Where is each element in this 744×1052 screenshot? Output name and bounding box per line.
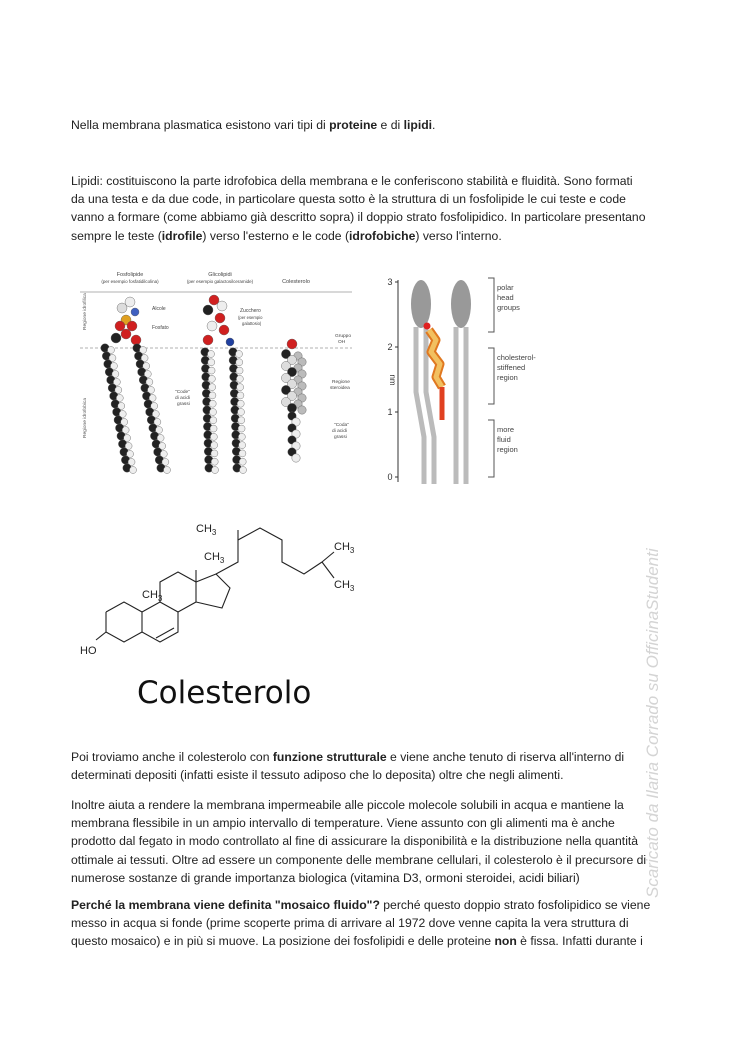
tick-2: 2	[387, 342, 393, 352]
atom	[238, 409, 245, 416]
ch3-mid-sub: 3	[219, 556, 225, 565]
fig1-steroid2: steroidea	[330, 386, 350, 391]
polar-head-1	[411, 280, 431, 328]
fig1-fosfato: Fosfato	[152, 325, 169, 331]
chol-line-2: determinati depositi (infatti esiste il tessuto adiposo che lo deposita) oltre che negli alimenti.	[71, 768, 564, 783]
fig1-code2: di acidi	[175, 396, 190, 401]
atom	[238, 433, 245, 440]
atom	[217, 301, 227, 311]
fig1-alcole: Alcole	[152, 306, 166, 312]
intro-text: Nella membrana plasmatica esistono vari tipi di	[71, 118, 330, 132]
fig1-zucchero-sub2: galattosio)	[242, 321, 262, 326]
lipidi-line-3: vanno a formare (come abbiamo già descritto sopra) il doppio strato fosfolipidico. In particolare presentano	[71, 210, 646, 225]
atom	[240, 467, 247, 474]
atom	[236, 351, 243, 358]
atom	[210, 417, 217, 424]
bold-mosaico: Perché la membrana viene definita "mosaico fluido"?	[71, 898, 380, 912]
label-groups: groups	[497, 303, 520, 312]
atom	[209, 400, 216, 407]
bold-idrofobiche: idrofobiche	[349, 228, 416, 243]
fig1-gruppo: Gruppo	[335, 334, 351, 339]
intro-text-end: .	[432, 118, 436, 132]
mos-line3-pre: questo mosaico) e in più si muove. La posizione dei fosfolipidi e delle proteine	[71, 934, 495, 949]
atom	[226, 338, 234, 346]
ch3-top	[196, 523, 217, 537]
imp-line-1: Inoltre aiuta a rendere la membrana impermeabile alle piccole molecole solubili in acqua e mantiene la	[71, 798, 624, 812]
ch3-mid-text: CH	[204, 551, 220, 563]
atom	[287, 339, 297, 349]
bold-idrofile: idrofile	[161, 228, 203, 243]
mos-line1-post: perché questo doppio strato fosfolipidico se viene	[379, 898, 651, 912]
fig1-oh: OH	[338, 340, 346, 345]
atom	[237, 384, 244, 391]
mos-line-2: messo in acqua si fonde (prime scoperte prima di arrivare al 1972 dove venne capita la vera struttura di	[71, 916, 629, 931]
ch3-r2-sub: 3	[349, 584, 355, 593]
label-more: more	[497, 425, 515, 434]
atom	[236, 375, 243, 382]
ho-group: HO	[80, 645, 97, 657]
mos-line-1	[71, 896, 675, 914]
atom	[209, 392, 216, 399]
atom	[211, 450, 218, 457]
fig1-coda3: grassi	[334, 435, 347, 440]
lipidi-line-1: Lipidi: costituiscono la parte idrofobica della membrana e le conferiscono stabilità e fluidità. Sono formati	[71, 174, 633, 188]
atom	[287, 403, 296, 412]
line4-pre: sempre le teste (	[71, 228, 162, 243]
atom	[208, 367, 215, 374]
mos-line-3	[71, 932, 675, 950]
impermeabile-paragraph	[71, 796, 675, 887]
fig1-coda2: di acidi	[332, 429, 347, 434]
atom	[211, 458, 218, 465]
lipid-models-figure	[80, 268, 352, 478]
cholesterol-oh	[424, 323, 431, 330]
fig1-col1-title: Fosfolipide	[116, 272, 144, 278]
atom	[210, 425, 217, 432]
mosaico-paragraph	[71, 896, 675, 951]
line4-post: ) verso l'interno.	[415, 228, 502, 243]
ch3-r1-sub: 3	[349, 546, 355, 555]
axis-unit: nm	[388, 374, 397, 386]
cholesterol-structure	[76, 512, 366, 662]
ch3-r2-text: CH	[334, 579, 350, 591]
atom	[203, 335, 213, 345]
ch3-r1-text: CH	[334, 541, 350, 553]
atom	[239, 450, 246, 457]
atom	[111, 333, 121, 343]
ch3-left-sub: 3	[157, 594, 163, 603]
fig1-col3-title: Colesterolo	[282, 279, 310, 285]
atom	[238, 417, 245, 424]
imp-line-2: membrana flessibile in un ampio intervallo di temperature. Viene assunto con gli alimenti ma è anche	[71, 816, 615, 831]
label-region: region	[497, 373, 518, 382]
lipidi-paragraph	[71, 172, 675, 245]
atom	[131, 335, 141, 345]
bold-proteine: proteine	[329, 118, 378, 132]
chol-line1-pre: Poi troviamo anche il colesterolo con	[71, 750, 273, 764]
atom	[239, 458, 246, 465]
bold-non: non	[494, 934, 517, 949]
watermark	[644, 530, 664, 900]
atom	[208, 359, 215, 366]
bold-funzione: funzione strutturale	[272, 750, 387, 764]
bold-lipidi: lipidi	[403, 118, 433, 132]
imp-line-5: numerose sostanze di grande importanza biologica (vitamina D3, ormoni steroidei, acidi biliari)	[71, 870, 580, 885]
ch3-r2	[334, 579, 355, 593]
fig1-coda1: "Coda"	[334, 423, 349, 428]
atom	[203, 305, 213, 315]
ch3-mid	[204, 551, 225, 565]
imp-line-3: prodotto dal fegato in modo controllato al fine di assicurare la disponibilità e la distribuzione nella quantità	[71, 834, 639, 849]
fig1-region-idrofobica: Regione idrofobica	[83, 397, 88, 438]
atom	[130, 467, 137, 474]
atom	[164, 467, 171, 474]
atom	[207, 321, 217, 331]
atom	[292, 454, 300, 462]
label-polar: polar	[497, 283, 514, 292]
atom	[209, 384, 216, 391]
atom	[212, 467, 219, 474]
label-fluid: fluid	[497, 435, 511, 444]
atom	[237, 392, 244, 399]
atom	[239, 442, 246, 449]
imp-line-4: ottimale ai tessuti. Oltre ad essere un componente delle membrane cellulari, il colesterolo è il precursore di	[71, 852, 647, 867]
tick-3: 3	[387, 277, 393, 287]
label-cholesterol: cholesterol-	[497, 353, 536, 362]
lipidi-line-2: da una testa e da due code, in particolare questa sotto è la struttura di un fosfolipide le cui teste e code	[71, 192, 626, 207]
ch3-top-text: CH	[196, 523, 212, 535]
chol-line1-post: e viene anche tenuto di riserva all'interno di	[386, 750, 625, 764]
atom	[215, 313, 225, 323]
ch3-left-text: CH	[142, 589, 158, 601]
atom	[210, 433, 217, 440]
fig1-code3: grassi	[177, 402, 190, 407]
intro-paragraph	[71, 116, 675, 134]
colesterolo-paragraph	[71, 748, 675, 784]
atom	[131, 308, 139, 316]
atom	[236, 359, 243, 366]
lipidi-line-4	[71, 227, 675, 245]
atom	[237, 400, 244, 407]
ch3-top-sub: 3	[211, 528, 217, 537]
atom	[208, 375, 215, 382]
atom	[211, 442, 218, 449]
fig1-region-idrofilica: Regione idrofilica	[83, 293, 88, 330]
fig1-zucchero: Zucchero	[240, 308, 261, 314]
label-region-2: region	[497, 445, 518, 454]
polar-head-2	[451, 280, 471, 328]
mos-line3-post: è fissa. Infatti durante i	[516, 934, 643, 949]
tick-1: 1	[387, 407, 393, 417]
label-stiffened: stiffened	[497, 363, 526, 372]
fig1-col2-title: Glicolipidi	[208, 272, 232, 278]
cholesterol-title: Colesterolo	[137, 675, 312, 711]
intro-text-mid: e di	[377, 118, 404, 132]
fig1-code1: "Code"	[175, 390, 190, 395]
line4-mid: ) verso l'esterno e le code (	[202, 228, 350, 243]
atom	[208, 351, 215, 358]
atom	[238, 425, 245, 432]
fig1-zucchero-sub1: (per esempio	[238, 315, 263, 320]
atom	[236, 367, 243, 374]
chol-line-1	[71, 748, 675, 766]
membrane-cholesterol-diagram	[376, 272, 536, 488]
atom	[298, 406, 306, 414]
label-head: head	[497, 293, 514, 302]
tick-0: 0	[387, 472, 393, 482]
fig1-steroid1: Regione	[332, 380, 350, 385]
atom	[121, 329, 131, 339]
fig1-col2-sub: (per esempio galactosilceramide)	[186, 279, 254, 284]
atom	[219, 325, 229, 335]
fig1-col1-sub: (per esempio fosfatidilcolina)	[101, 279, 159, 284]
watermark-text: Scaricato da Ilaria Corrado su OfficinaStudenti	[643, 548, 662, 898]
atom	[210, 409, 217, 416]
ch3-r1	[334, 541, 355, 555]
atom	[117, 303, 127, 313]
